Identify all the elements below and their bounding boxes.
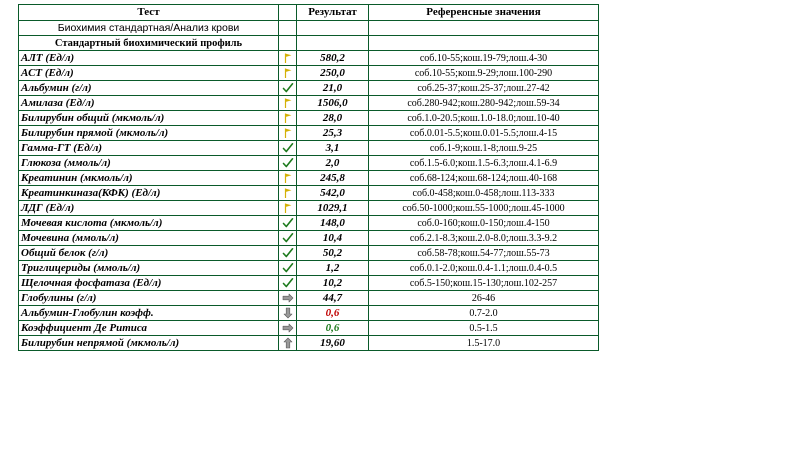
check-green-icon — [279, 261, 297, 276]
arrow-up-gray-icon — [279, 336, 297, 351]
reference-range-cell: соб.2.1-8.3;кош.2.0-8.0;лош.3.3-9.2 — [369, 231, 599, 246]
reference-range-cell: соб.0-160;кош.0-150;лош.4-150 — [369, 216, 599, 231]
table-row[interactable] — [19, 186, 599, 201]
check-green-icon — [279, 81, 297, 96]
arrow-down-gray-icon — [279, 306, 297, 321]
table-header-row — [19, 5, 599, 21]
test-name-cell: Коэффициент Де Ритиса — [19, 321, 279, 336]
reference-range-cell: соб.5-150;кош.15-130;лош.102-257 — [369, 276, 599, 291]
table-row[interactable] — [19, 66, 599, 81]
table-section-row — [19, 21, 599, 36]
table-row[interactable] — [19, 96, 599, 111]
section-flag-cell — [279, 36, 297, 51]
result-value-cell: 580,2 — [297, 51, 369, 66]
result-value-cell: 0,6 — [297, 321, 369, 336]
check-green-icon — [279, 231, 297, 246]
result-value-cell: 2,0 — [297, 156, 369, 171]
arrow-right-gray-icon — [279, 291, 297, 306]
reference-range-cell: соб.1-9;кош.1-8;лош.9-25 — [369, 141, 599, 156]
test-name-cell: ЛДГ (Ед/л) — [19, 201, 279, 216]
test-name-cell: Билирубин общий (мкмоль/л) — [19, 111, 279, 126]
table-row[interactable] — [19, 81, 599, 96]
reference-range-cell: соб.10-55;кош.9-29;лош.100-290 — [369, 66, 599, 81]
test-name-cell: Креатинин (мкмоль/л) — [19, 171, 279, 186]
result-value-cell: 148,0 — [297, 216, 369, 231]
test-name-cell: Креатинкиназа(КФК) (Ед/л) — [19, 186, 279, 201]
table-row[interactable] — [19, 231, 599, 246]
test-name-cell: Глобулины (г/л) — [19, 291, 279, 306]
section-label: Стандартный биохимический профиль — [19, 36, 279, 51]
table-row[interactable] — [19, 291, 599, 306]
check-green-icon — [279, 156, 297, 171]
flag-up-yellow-icon — [279, 66, 297, 81]
flag-up-yellow-icon — [279, 126, 297, 141]
test-name-cell: Билирубин прямой (мкмоль/л) — [19, 126, 279, 141]
lab-results-table — [18, 4, 599, 351]
reference-range-cell: соб.280-942;кош.280-942;лош.59-34 — [369, 96, 599, 111]
result-value-cell: 10,4 — [297, 231, 369, 246]
result-value-cell: 10,2 — [297, 276, 369, 291]
result-value-cell: 21,0 — [297, 81, 369, 96]
table-row[interactable] — [19, 306, 599, 321]
check-green-icon — [279, 216, 297, 231]
test-name-cell: АСТ (Ед/л) — [19, 66, 279, 81]
reference-range-cell: соб.68-124;кош.68-124;лош.40-168 — [369, 171, 599, 186]
section-reference-cell — [369, 21, 599, 36]
section-result-cell — [297, 36, 369, 51]
test-name-cell: Глюкоза (ммоль/л) — [19, 156, 279, 171]
column-header-reference: Референсные значения — [369, 5, 599, 21]
test-name-cell: Мочевая кислота (мкмоль/л) — [19, 216, 279, 231]
table-row[interactable] — [19, 201, 599, 216]
result-value-cell: 542,0 — [297, 186, 369, 201]
check-green-icon — [279, 276, 297, 291]
reference-range-cell: соб.0.01-5.5;кош.0.01-5.5;лош.4-15 — [369, 126, 599, 141]
reference-range-cell: соб.25-37;кош.25-37;лош.27-42 — [369, 81, 599, 96]
test-name-cell: Альбумин-Глобулин коэфф. — [19, 306, 279, 321]
reference-range-cell: 0.5-1.5 — [369, 321, 599, 336]
table-row[interactable] — [19, 156, 599, 171]
reference-range-cell: соб.0.1-2.0;кош.0.4-1.1;лош.0.4-0.5 — [369, 261, 599, 276]
result-value-cell: 25,3 — [297, 126, 369, 141]
reference-range-cell: 0.7-2.0 — [369, 306, 599, 321]
test-name-cell: Мочевина (ммоль/л) — [19, 231, 279, 246]
reference-range-cell: 1.5-17.0 — [369, 336, 599, 351]
table-body — [19, 21, 599, 351]
result-value-cell: 44,7 — [297, 291, 369, 306]
table-row[interactable] — [19, 141, 599, 156]
section-flag-cell — [279, 21, 297, 36]
result-value-cell: 28,0 — [297, 111, 369, 126]
result-value-cell: 245,8 — [297, 171, 369, 186]
flag-up-yellow-icon — [279, 171, 297, 186]
result-value-cell: 3,1 — [297, 141, 369, 156]
table-section-row — [19, 36, 599, 51]
table-row[interactable] — [19, 321, 599, 336]
result-value-cell: 1,2 — [297, 261, 369, 276]
flag-up-yellow-icon — [279, 111, 297, 126]
check-green-icon — [279, 246, 297, 261]
result-value-cell: 1029,1 — [297, 201, 369, 216]
table-row[interactable] — [19, 171, 599, 186]
reference-range-cell: соб.1.0-20.5;кош.1.0-18.0;лош.10-40 — [369, 111, 599, 126]
test-name-cell: Билирубин непрямой (мкмоль/л) — [19, 336, 279, 351]
test-name-cell: Гамма-ГТ (Ед/л) — [19, 141, 279, 156]
table-row[interactable] — [19, 216, 599, 231]
reference-range-cell: соб.50-1000;кош.55-1000;лош.45-1000 — [369, 201, 599, 216]
table-row[interactable] — [19, 51, 599, 66]
table-row[interactable] — [19, 126, 599, 141]
flag-up-yellow-icon — [279, 51, 297, 66]
column-header-test: Тест — [19, 5, 279, 21]
table-row[interactable] — [19, 111, 599, 126]
test-name-cell: Щелочная фосфатаза (Ед/л) — [19, 276, 279, 291]
table-row[interactable] — [19, 246, 599, 261]
column-header-flag — [279, 5, 297, 21]
result-value-cell: 250,0 — [297, 66, 369, 81]
test-name-cell: Триглицериды (ммоль/л) — [19, 261, 279, 276]
reference-range-cell: соб.0-458;кош.0-458;лош.113-333 — [369, 186, 599, 201]
result-value-cell: 0,6 — [297, 306, 369, 321]
test-name-cell: АЛТ (Ед/л) — [19, 51, 279, 66]
result-value-cell: 1506,0 — [297, 96, 369, 111]
reference-range-cell: соб.58-78;кош.54-77;лош.55-73 — [369, 246, 599, 261]
column-header-result: Результат — [297, 5, 369, 21]
section-reference-cell — [369, 36, 599, 51]
reference-range-cell: 26-46 — [369, 291, 599, 306]
flag-up-yellow-icon — [279, 96, 297, 111]
test-name-cell: Альбумин (г/л) — [19, 81, 279, 96]
table-row[interactable] — [19, 276, 599, 291]
section-label: Биохимия стандартная/Анализ крови — [19, 21, 279, 36]
flag-up-yellow-icon — [279, 186, 297, 201]
table-row[interactable] — [19, 336, 599, 351]
test-name-cell: Общий белок (г/л) — [19, 246, 279, 261]
reference-range-cell: соб.10-55;кош.19-79;лош.4-30 — [369, 51, 599, 66]
check-green-icon — [279, 141, 297, 156]
lab-results-sheet — [18, 4, 598, 351]
reference-range-cell: соб.1.5-6.0;кош.1.5-6.3;лош.4.1-6.9 — [369, 156, 599, 171]
flag-up-yellow-icon — [279, 201, 297, 216]
test-name-cell: Амилаза (Ед/л) — [19, 96, 279, 111]
section-result-cell — [297, 21, 369, 36]
result-value-cell: 50,2 — [297, 246, 369, 261]
table-row[interactable] — [19, 261, 599, 276]
table-header — [19, 5, 599, 21]
result-value-cell: 19,60 — [297, 336, 369, 351]
arrow-right-gray-icon — [279, 321, 297, 336]
